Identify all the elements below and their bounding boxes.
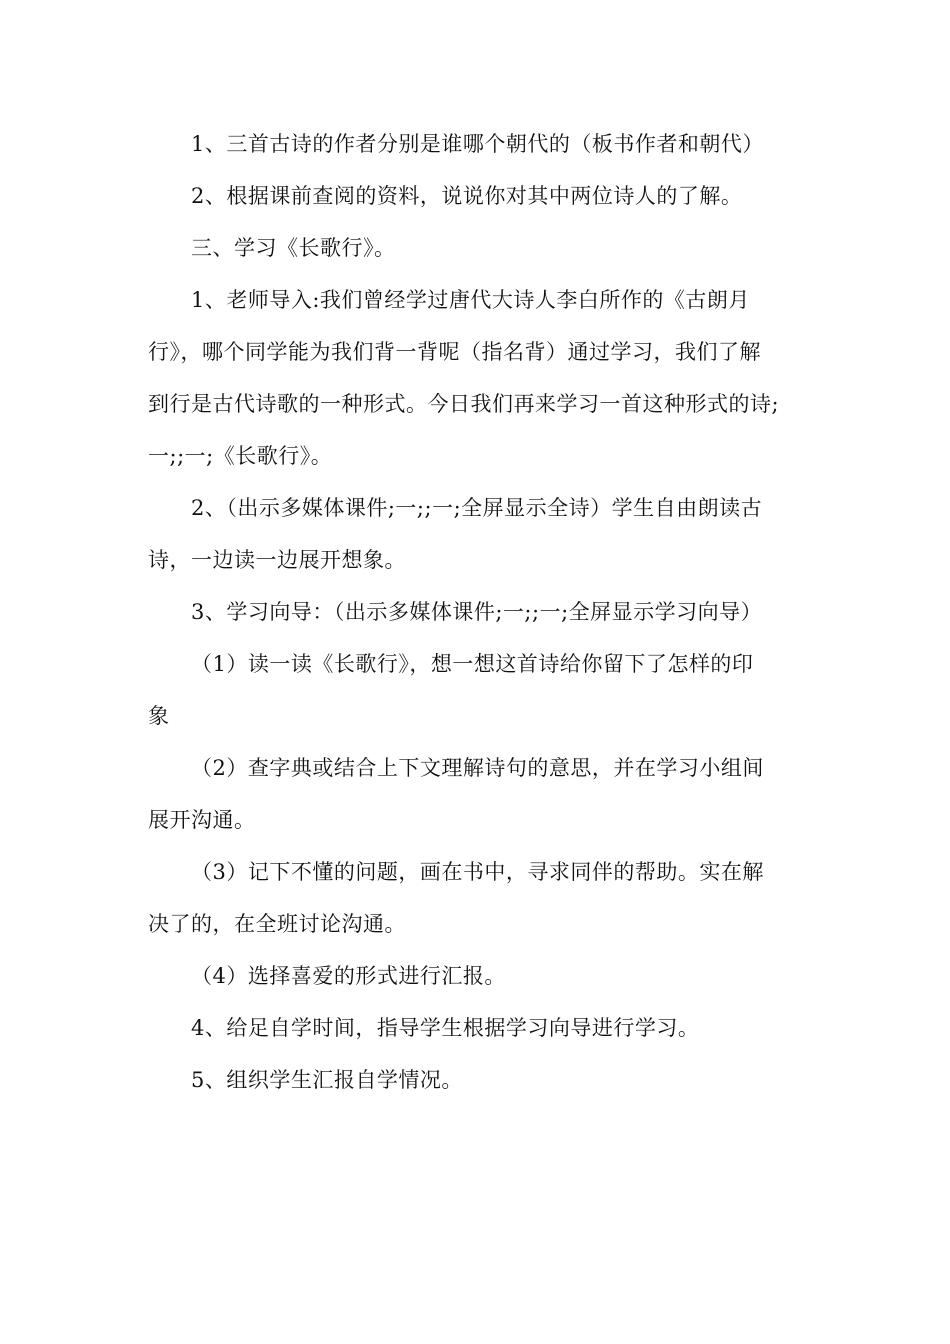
paragraph-guide-item-4: （4）选择喜爱的形式进行汇报。	[191, 964, 506, 988]
paragraph-guide-item-3: （3）记下不懂的问题，画在书中，寻求同伴的帮助。实在解 决了的，在全班讨论沟通。	[148, 860, 764, 936]
paragraph-free-reading: 2、（出示多媒体课件;一;;一;全屏显示全诗）学生自由朗读古 诗，一边读一边展开想象。	[148, 496, 763, 572]
paragraph-author-question: 1、三首古诗的作者分别是谁哪个朝代的（板书作者和朝代）	[191, 132, 764, 156]
paragraph-guide-item-2: （2）查字典或结合上下文理解诗句的意思，并在学习小组间 展开沟通。	[148, 756, 764, 832]
section-heading-changgexing: 三、学习《长歌行》。	[191, 236, 396, 260]
paragraph-poet-research: 2、根据课前查阅的资料，说说你对其中两位诗人的了解。	[191, 184, 743, 208]
paragraph-teacher-intro: 1、老师导入:我们曾经学过唐代大诗人李白所作的《古朗月 行》，哪个同学能为我们背一背呢（指名背）通过学习，我们了解 到行是古代诗歌的一种形式。今日我们再来学习一首这种形式的诗; 一;;一;《长歌行》。	[148, 288, 780, 468]
document-body	[148, 118, 808, 1106]
paragraph-report: 5、组织学生汇报自学情况。	[191, 1068, 463, 1092]
paragraph-self-study-time: 4、给足自学时间，指导学生根据学习向导进行学习。	[191, 1016, 700, 1040]
paragraph-guide-item-1: （1）读一读《长歌行》，想一想这首诗给你留下了怎样的印 象	[148, 652, 754, 728]
paragraph-study-guide: 3、学习向导：（出示多媒体课件;一;;一;全屏显示学习向导）	[191, 600, 763, 624]
